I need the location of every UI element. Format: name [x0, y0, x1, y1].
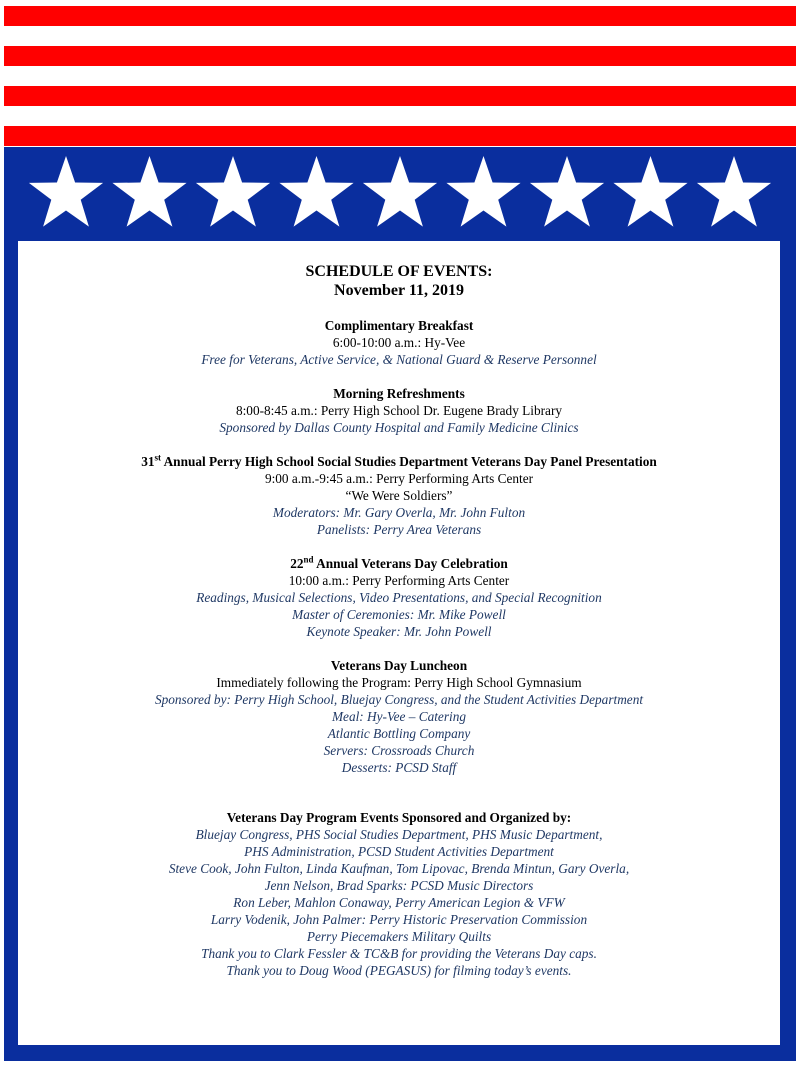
event-detail: “We Were Soldiers”	[345, 488, 453, 503]
event-detail-italic: Panelists: Perry Area Veterans	[316, 522, 482, 537]
event-detail-italic: Sponsored by: Perry High School, Bluejay Congress, and the Student Activities Department	[154, 692, 644, 707]
sponsors-section	[18, 809, 780, 979]
events-list	[18, 317, 780, 776]
event-section	[18, 453, 780, 538]
star-icon	[196, 156, 270, 227]
event-detail-italic: Moderators: Mr. Gary Overla, Mr. John Fulton	[272, 505, 526, 520]
event-detail-italic: Readings, Musical Selections, Video Presentations, and Special Recognition	[196, 590, 602, 605]
star-icon	[363, 156, 437, 227]
sponsor-line: PHS Administration, PCSD Student Activities Department	[244, 844, 554, 859]
sponsor-line: Jenn Nelson, Brad Sparks: PCSD Music Directors	[264, 878, 534, 893]
sponsors-heading: Veterans Day Program Events Sponsored and Organized by:	[226, 810, 572, 825]
stars-row	[4, 147, 796, 237]
event-section	[18, 317, 780, 368]
event-section	[18, 657, 780, 776]
star-icon	[112, 156, 186, 227]
event-heading-text: Annual Perry High School Social Studies Department Veterans Day Panel Presentation	[160, 454, 657, 469]
event-heading-number: 31	[141, 454, 155, 469]
event-heading	[18, 555, 780, 572]
sponsor-line: Bluejay Congress, PHS Social Studies Department, PHS Music Department,	[195, 827, 603, 842]
sponsor-line: Steve Cook, John Fulton, Linda Kaufman, Tom Lipovac, Brenda Mintun, Gary Overla,	[168, 861, 630, 876]
sponsor-line: Larry Vodenik, John Palmer: Perry Historic Preservation Commission	[210, 912, 588, 927]
event-detail-italic: Atlantic Bottling Company	[327, 726, 471, 741]
event-heading: Veterans Day Luncheon	[330, 658, 468, 673]
star-icon	[613, 156, 687, 227]
event-detail: 10:00 a.m.: Perry Performing Arts Center	[288, 573, 510, 588]
event-heading	[18, 453, 780, 470]
star-icon	[29, 156, 103, 227]
star-icon	[446, 156, 520, 227]
star-icon	[279, 156, 353, 227]
event-detail-italic: Master of Ceremonies: Mr. Mike Powell	[292, 607, 506, 622]
sponsors-lines	[18, 826, 780, 979]
event-detail-italic: Meal: Hy-Vee – Catering	[331, 709, 467, 724]
event-detail-italic: Free for Veterans, Active Service, & National Guard & Reserve Personnel	[201, 352, 597, 367]
event-heading-number: 22	[290, 556, 304, 571]
sponsor-line: Ron Leber, Mahlon Conaway, Perry American Legion & VFW	[233, 895, 565, 910]
red-stripe-4	[4, 126, 796, 146]
schedule-panel	[18, 241, 780, 1045]
sponsor-line: Thank you to Clark Fessler & TC&B for providing the Veterans Day caps.	[201, 946, 597, 961]
event-detail-italic: Sponsored by Dallas County Hospital and Family Medicine Clinics	[219, 420, 579, 435]
event-detail: 8:00-8:45 a.m.: Perry High School Dr. Eugene Brady Library	[235, 403, 563, 418]
event-detail-italic: Keynote Speaker: Mr. John Powell	[306, 624, 492, 639]
star-icon	[697, 156, 771, 227]
event-detail: 9:00 a.m.-9:45 a.m.: Perry Performing Arts Center	[264, 471, 534, 486]
event-heading-ordinal: st	[154, 452, 161, 463]
sponsor-line: Thank you to Doug Wood (PEGASUS) for filming today’s events.	[226, 963, 572, 978]
event-heading-ordinal: nd	[303, 554, 314, 565]
event-detail-italic: Desserts: PCSD Staff	[341, 760, 457, 775]
event-detail-italic: Servers: Crossroads Church	[323, 743, 475, 758]
event-heading-text: Annual Veterans Day Celebration	[313, 556, 508, 571]
sponsor-line: Perry Piecemakers Military Quilts	[306, 929, 492, 944]
event-heading: Morning Refreshments	[333, 386, 465, 401]
event-detail: 6:00-10:00 a.m.: Hy-Vee	[332, 335, 466, 350]
event-detail: Immediately following the Program: Perry High School Gymnasium	[216, 675, 582, 690]
event-section	[18, 385, 780, 436]
red-stripe-2	[4, 46, 796, 66]
red-stripe-1	[4, 6, 796, 26]
schedule-title-block	[18, 262, 780, 300]
red-stripe-3	[4, 86, 796, 106]
event-section	[18, 555, 780, 640]
event-heading: Complimentary Breakfast	[324, 318, 474, 333]
star-icon	[530, 156, 604, 227]
schedule-title: SCHEDULE OF EVENTS:	[305, 263, 493, 280]
schedule-date: November 11, 2019	[334, 282, 464, 299]
